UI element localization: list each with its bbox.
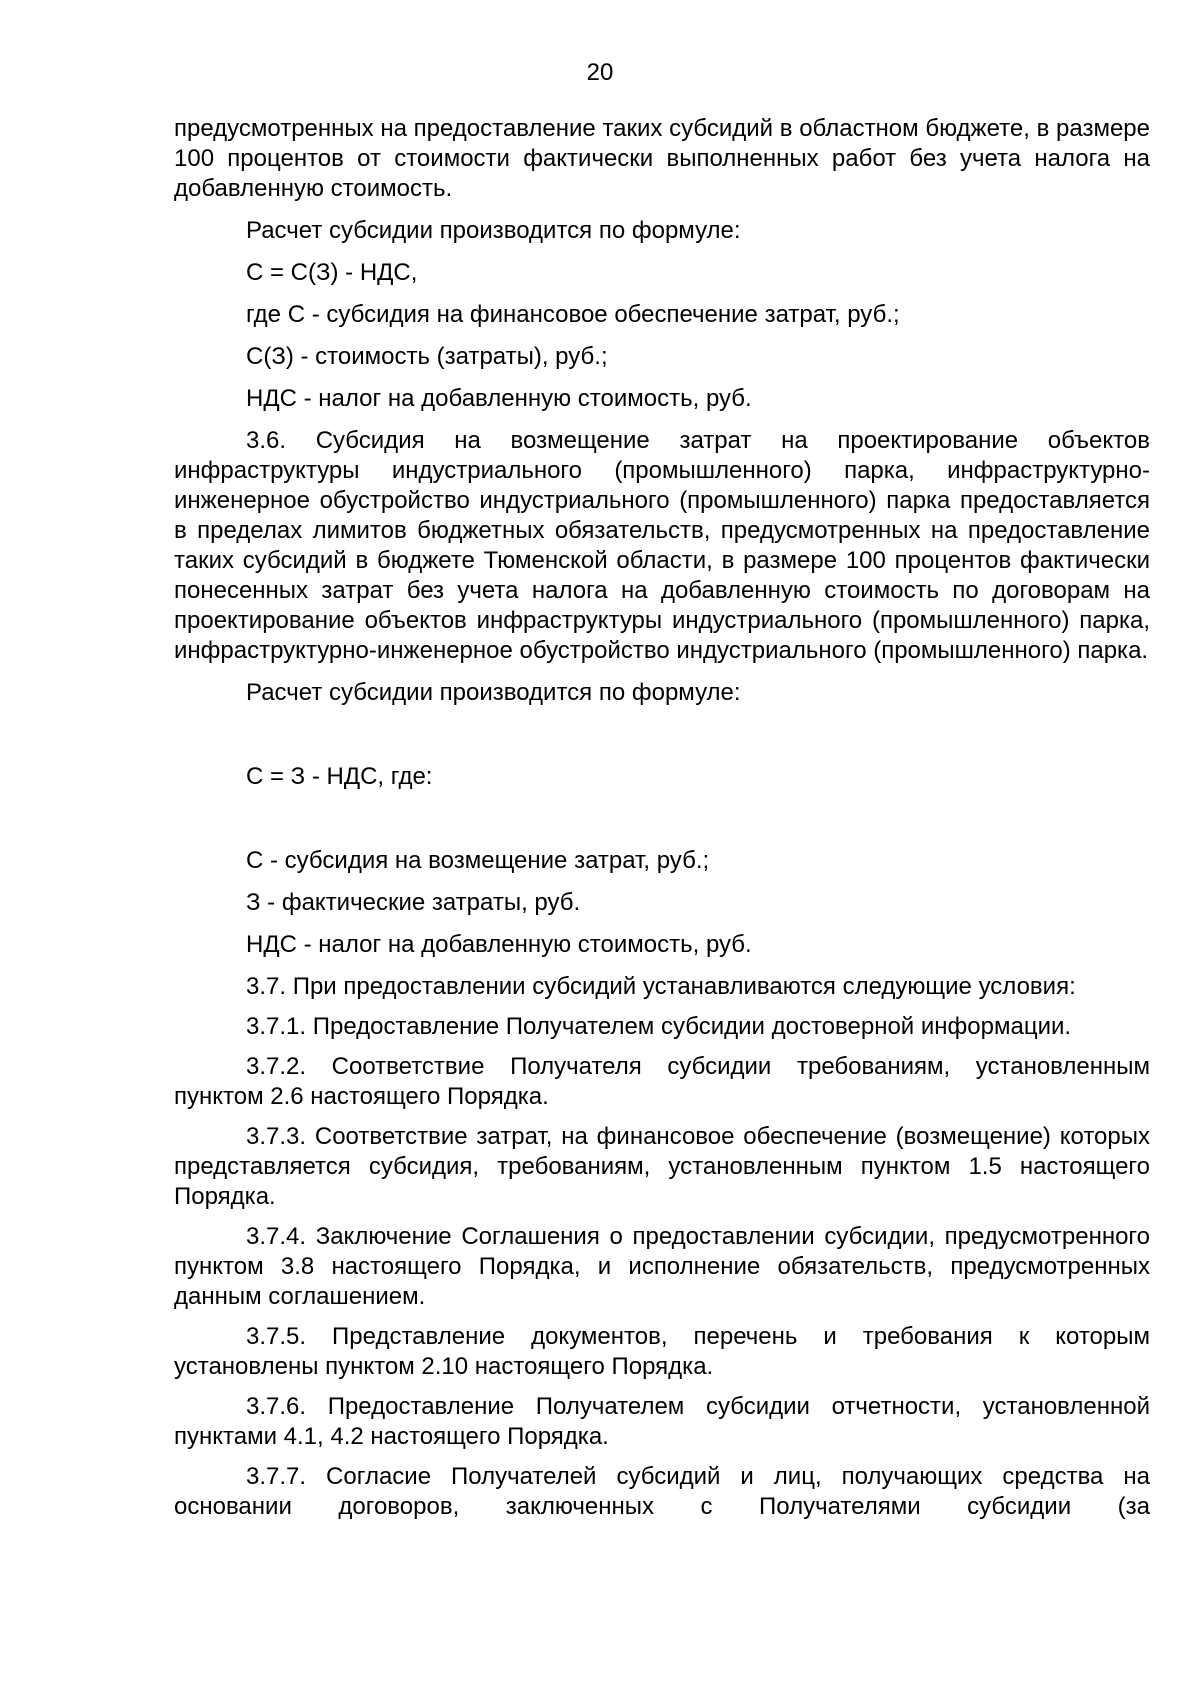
document-body (174, 114, 1150, 1522)
paragraph-3-7-7: 3.7.7. Согласие Получателей субсидий и лиц, получающих средства на основании договоров, заключенных с Получателями субсидии (за (174, 1463, 1150, 1520)
formula-definition: НДС - налог на добавленную стоимость, руб. (246, 931, 752, 958)
paragraph-formula-intro: Расчет субсидии производится по формуле: (246, 679, 741, 706)
formula-definition: НДС - налог на добавленную стоимость, руб. (246, 385, 752, 412)
formula-line: С = З - НДС, где: (246, 763, 433, 790)
formula-line: С = С(З) - НДС, (246, 259, 418, 286)
paragraph-continuation: предусмотренных на предоставление таких субсидий в областном бюджете, в размере 100 процентов от стоимости фактически выполненных работ без учета налога на добавленную стоимость. (174, 115, 1150, 202)
paragraph-3-7: 3.7. При предоставлении субсидий устанавливаются следующие условия: (246, 973, 1076, 1000)
paragraph-3-7-3: 3.7.3. Соответствие затрат, на финансовое обеспечение (возмещение) которых представляется субсидия, требованиям, установленным пунктом 1.5 настоящего Порядка. (174, 1123, 1150, 1210)
paragraph-3-7-4: 3.7.4. Заключение Соглашения о предоставлении субсидии, предусмотренного пунктом 3.8 настоящего Порядка, и исполнение обязательств, предусмотренных данным соглашением. (174, 1223, 1150, 1310)
formula-definition: С(З) - стоимость (затраты), руб.; (246, 343, 608, 370)
paragraph-3-6: 3.6. Субсидия на возмещение затрат на проектирование объектов инфраструктуры индустриального (промышленного) парка, инфраструктурно-инженерное обустройство индустриального (промышленного) парка предоставляется в пределах лимитов бюджетных обязательств, предусмотренных на предоставление таких субсидий в бюджете Тюменской области, в размере 100 процентов фактически понесенных затрат без учета налога на добавленную стоимость по договорам на проектирование объектов инфраструктуры индустриального (промышленного) парка, инфраструктурно-инженерное обустройство индустриального (промышленного) парка. (174, 427, 1150, 664)
formula-definition: С - субсидия на возмещение затрат, руб.; (246, 847, 710, 874)
formula-definition: где С - субсидия на финансовое обеспечение затрат, руб.; (246, 301, 900, 328)
page-number: 20 (586, 59, 614, 86)
paragraph-formula-intro: Расчет субсидии производится по формуле: (246, 217, 741, 244)
paragraph-3-7-2: 3.7.2. Соответствие Получателя субсидии требованиям, установленным пунктом 2.6 настоящего Порядка. (174, 1053, 1150, 1110)
formula-definition: З - фактические затраты, руб. (246, 889, 581, 916)
paragraph-3-7-1: 3.7.1. Предоставление Получателем субсидии достоверной информации. (246, 1013, 1072, 1040)
paragraph-3-7-6: 3.7.6. Предоставление Получателем субсидии отчетности, установленной пунктами 4.1, 4.2 настоящего Порядка. (174, 1393, 1150, 1450)
paragraph-3-7-5: 3.7.5. Представление документов, перечень и требования к которым установлены пунктом 2.10 настоящего Порядка. (174, 1323, 1150, 1380)
